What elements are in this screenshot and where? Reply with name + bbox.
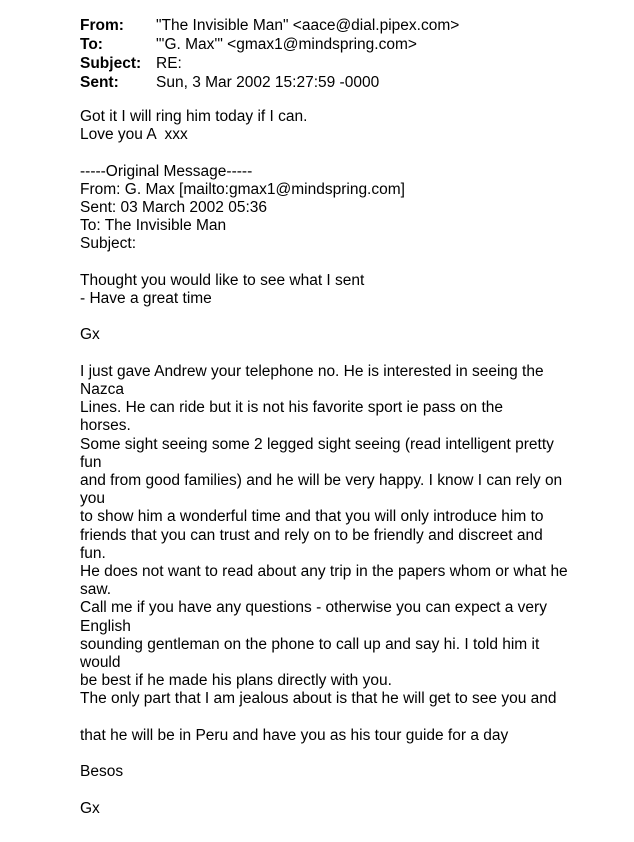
from-value: "The Invisible Man" <aace@dial.pipex.com> <box>156 17 460 34</box>
signature: Gx <box>80 326 100 344</box>
to-label: To: <box>80 36 103 53</box>
from-label: From: <box>80 17 124 34</box>
body-line: you <box>80 490 105 508</box>
original-subject: Subject: <box>80 235 137 253</box>
body-line: Call me if you have any questions - otherwise you can expect a very <box>80 599 547 617</box>
body-line: horses. <box>80 417 131 435</box>
to-value: "'G. Max'" <gmax1@mindspring.com> <box>156 36 417 53</box>
subject-value: RE: <box>156 55 182 72</box>
email-document <box>80 16 600 818</box>
to-row <box>80 35 600 54</box>
body-line: fun <box>80 453 102 471</box>
sent-value: Sun, 3 Mar 2002 15:27:59 -0000 <box>156 74 380 91</box>
reply-line: Got it I will ring him today if I can. <box>80 108 308 125</box>
signature: Gx <box>80 799 100 817</box>
email-header <box>80 16 600 92</box>
body-line: Some sight seeing some 2 legged sight seeing (read intelligent pretty <box>80 435 554 453</box>
subject-label: Subject: <box>80 55 142 72</box>
original-from: From: G. Max [mailto:gmax1@mindspring.com] <box>80 180 405 198</box>
body-line: would <box>80 654 121 672</box>
body-line: Lines. He can ride but it is not his favorite sport ie pass on the <box>80 399 504 417</box>
body-line: friends that you can trust and rely on to be friendly and discreet and <box>80 526 543 544</box>
body-line: be best if he made his plans directly with you. <box>80 672 392 690</box>
original-to: To: The Invisible Man <box>80 217 227 235</box>
closing: Besos <box>80 763 124 781</box>
original-sent: Sent: 03 March 2002 05:36 <box>80 199 267 216</box>
body-line: sounding gentleman on the phone to call up and say hi. I told him it <box>80 635 540 653</box>
from-row <box>80 16 600 35</box>
original-separator: -----Original Message----- <box>80 162 253 180</box>
body-line: The only part that I am jealous about is that he will get to see you and <box>80 690 557 708</box>
body-line: He does not want to read about any trip in the papers whom or what he <box>80 563 568 581</box>
body-line: - Have a great time <box>80 290 212 307</box>
body-line: to show him a wonderful time and that you will only introduce him to <box>80 508 544 526</box>
body-line: I just gave Andrew your telephone no. He is interested in seeing the <box>80 362 544 380</box>
body-line: saw. <box>80 581 112 599</box>
sent-label: Sent: <box>80 74 119 91</box>
email-body <box>80 108 600 818</box>
body-line: that he will be in Peru and have you as his tour guide for a day <box>80 726 509 744</box>
body-line: English <box>80 617 131 635</box>
body-line: fun. <box>80 544 106 562</box>
body-line: and from good families) and he will be very happy. I know I can rely on <box>80 472 563 489</box>
sent-row <box>80 73 600 92</box>
reply-line: Love you A xxx <box>80 126 188 144</box>
body-line: Thought you would like to see what I sent <box>80 271 365 289</box>
subject-row <box>80 54 600 73</box>
body-line: Nazca <box>80 380 124 398</box>
